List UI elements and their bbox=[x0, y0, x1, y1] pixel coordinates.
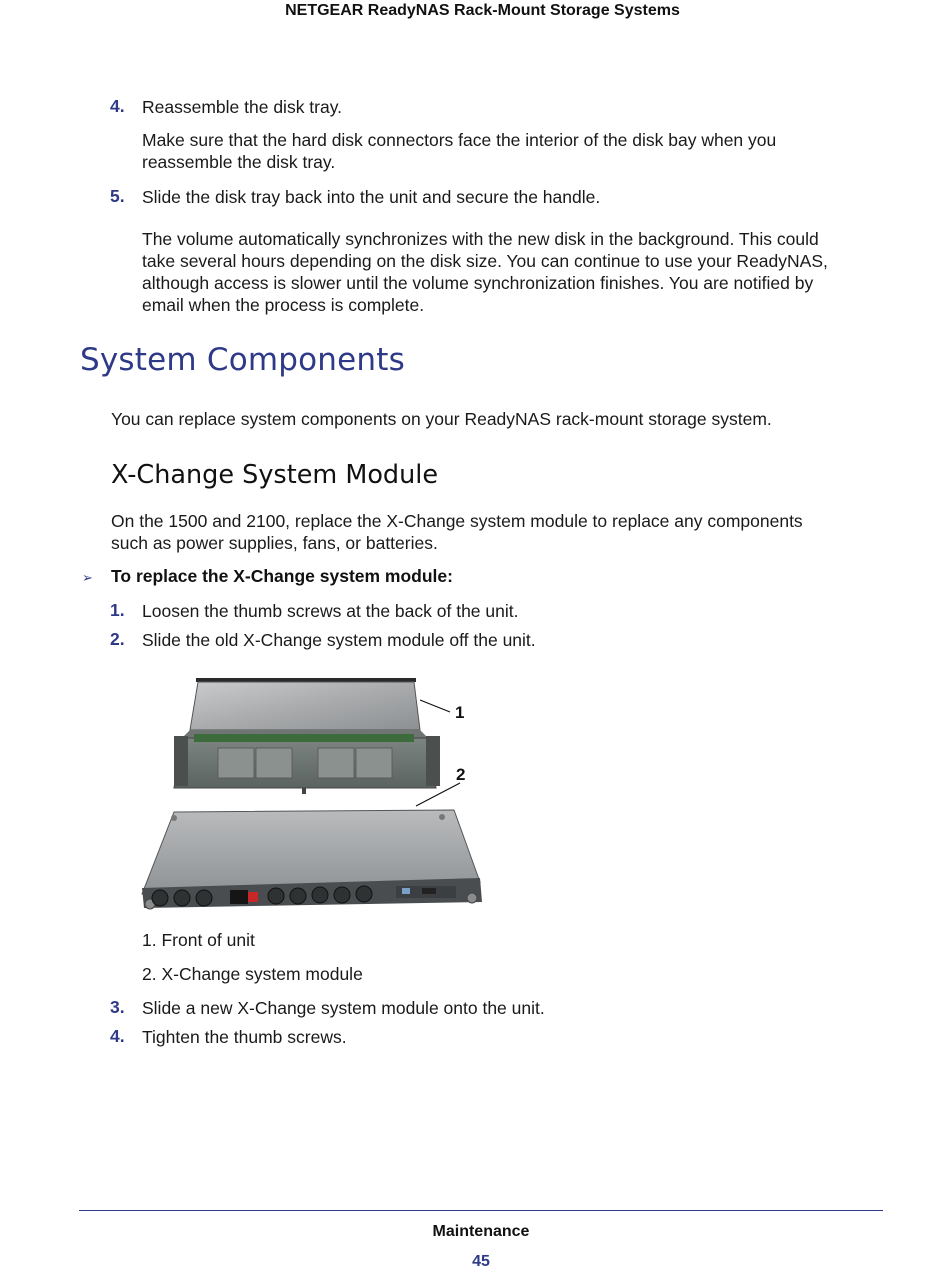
callout-line-1 bbox=[420, 700, 450, 712]
figure-caption: 1. Front of unit bbox=[142, 930, 255, 950]
step-text: Slide a new X-Change system module onto the unit. bbox=[142, 998, 545, 1018]
xchange-module-figure bbox=[138, 670, 498, 915]
step-text: Slide the old X-Change system module off the unit. bbox=[142, 630, 536, 650]
page-number: 45 bbox=[472, 1253, 490, 1270]
section-title: System Components bbox=[80, 342, 405, 378]
step-text: Tighten the thumb screws. bbox=[142, 1027, 347, 1047]
figure-caption: 2. X-Change system module bbox=[142, 964, 363, 984]
subsection-title: X-Change System Module bbox=[111, 460, 439, 490]
running-header: NETGEAR ReadyNAS Rack-Mount Storage Systems bbox=[285, 2, 680, 19]
step-number: 4. bbox=[110, 1026, 125, 1046]
footer-rule bbox=[79, 1210, 883, 1211]
step-number: 4. bbox=[110, 96, 125, 116]
step-text: Reassemble the disk tray. bbox=[142, 97, 343, 117]
step-note: email when the process is complete. bbox=[142, 295, 425, 315]
step-note: Make sure that the hard disk connectors face the interior of the disk bay when you bbox=[142, 130, 777, 150]
callout-label-1: 1 bbox=[455, 703, 465, 722]
step-number: 2. bbox=[110, 629, 125, 649]
step-note: although access is slower until the volume synchronization finishes. You are notified by bbox=[142, 273, 814, 293]
subsection-intro: such as power supplies, fans, or batteries. bbox=[111, 533, 438, 553]
xchange-system-module-image bbox=[142, 810, 482, 909]
front-of-unit-image bbox=[174, 678, 440, 794]
step-text: Loosen the thumb screws at the back of the unit. bbox=[142, 601, 519, 621]
step-number: 3. bbox=[110, 997, 125, 1017]
procedure-title: To replace the X-Change system module: bbox=[111, 566, 453, 586]
subsection-intro: On the 1500 and 2100, replace the X-Change system module to replace any components bbox=[111, 511, 803, 531]
step-note: take several hours depending on the disk size. You can continue to use your ReadyNAS, bbox=[142, 251, 828, 271]
footer-chapter: Maintenance bbox=[432, 1223, 530, 1240]
step-number: 1. bbox=[110, 600, 125, 620]
step-text: Slide the disk tray back into the unit and secure the handle. bbox=[142, 187, 601, 207]
step-note: The volume automatically synchronizes with the new disk in the background. This could bbox=[142, 229, 819, 249]
section-intro: You can replace system components on your ReadyNAS rack-mount storage system. bbox=[111, 409, 772, 429]
callout-label-2: 2 bbox=[456, 765, 466, 784]
step-note: reassemble the disk tray. bbox=[142, 152, 336, 172]
procedure-arrow-icon: ➢ bbox=[82, 570, 93, 585]
step-number: 5. bbox=[110, 186, 125, 206]
